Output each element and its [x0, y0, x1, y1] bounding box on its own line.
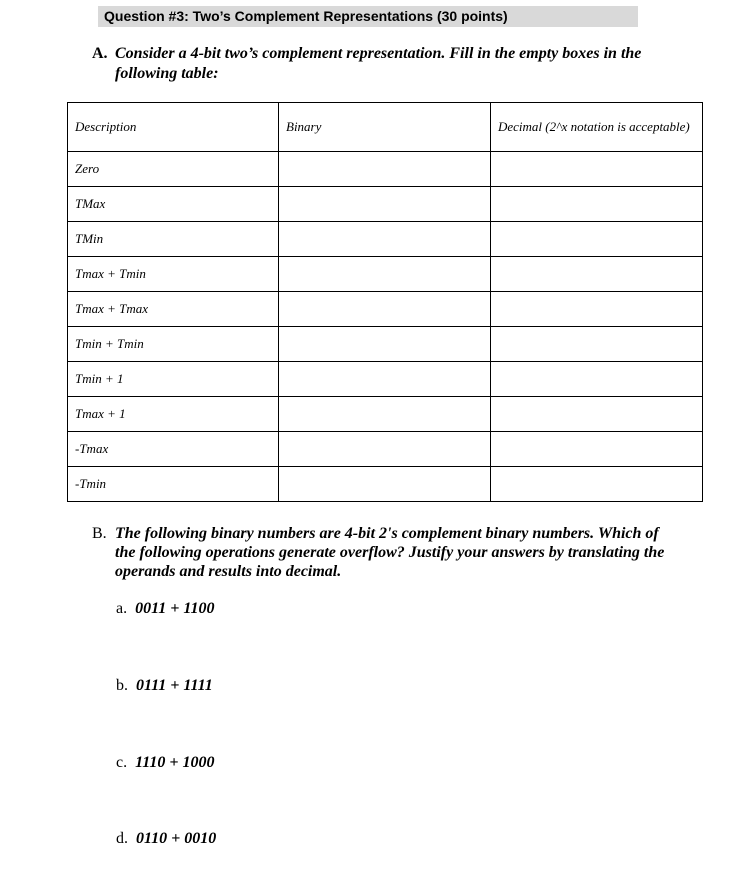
operation-b — [116, 677, 213, 695]
operation-c — [116, 754, 214, 772]
operation-expression: 1110 + 1000 — [135, 754, 215, 771]
binary-cell[interactable] — [279, 222, 491, 257]
row-description: Tmax + 1 — [68, 397, 279, 432]
binary-cell[interactable] — [279, 257, 491, 292]
binary-cell[interactable] — [279, 432, 491, 467]
part-b-text: The following binary numbers are 4-bit 2's complement binary numbers. Which of the following operations generate overflow? Justify your answers by translating the operands and results into decimal. — [115, 525, 665, 580]
table-header-row — [68, 103, 703, 152]
binary-cell[interactable] — [279, 187, 491, 222]
operation-expression: 0111 + 1111 — [136, 677, 213, 694]
decimal-cell[interactable] — [491, 292, 703, 327]
row-description: Tmax + Tmin — [68, 257, 279, 292]
operation-label: d. — [116, 830, 128, 847]
header-decimal — [491, 103, 703, 152]
decimal-cell[interactable] — [491, 362, 703, 397]
part-a-label: A. — [92, 45, 108, 62]
binary-cell[interactable] — [279, 362, 491, 397]
row-description: Zero — [68, 152, 279, 187]
part-b-label: B. — [92, 525, 107, 542]
header-decimal-label: Decimal (2^x notation is acceptable) — [498, 119, 690, 134]
table-row — [68, 187, 703, 222]
row-description: TMin — [68, 222, 279, 257]
part-a-text: Consider a 4-bit two’s complement representation. Fill in the empty boxes in the following table: — [115, 45, 642, 82]
table-row — [68, 257, 703, 292]
binary-cell[interactable] — [279, 467, 491, 502]
table-row — [68, 222, 703, 257]
table-row — [68, 432, 703, 467]
decimal-cell[interactable] — [491, 397, 703, 432]
table-row — [68, 397, 703, 432]
decimal-cell[interactable] — [491, 257, 703, 292]
decimal-cell[interactable] — [491, 152, 703, 187]
binary-cell[interactable] — [279, 327, 491, 362]
decimal-cell[interactable] — [491, 467, 703, 502]
question-title: Question #3: Two’s Complement Representations (30 points) — [98, 6, 638, 27]
decimal-cell[interactable] — [491, 327, 703, 362]
table-row — [68, 362, 703, 397]
table-row — [68, 152, 703, 187]
table-row — [68, 292, 703, 327]
binary-cell[interactable] — [279, 152, 491, 187]
operation-label: c. — [116, 754, 128, 771]
header-description: Description — [68, 103, 279, 152]
operation-label: b. — [116, 677, 128, 694]
operation-a — [116, 600, 214, 618]
header-binary: Binary — [279, 103, 491, 152]
decimal-cell[interactable] — [491, 187, 703, 222]
row-description: Tmin + 1 — [68, 362, 279, 397]
twos-complement-table — [67, 102, 703, 502]
operation-d — [116, 830, 216, 848]
binary-cell[interactable] — [279, 292, 491, 327]
row-description: -Tmax — [68, 432, 279, 467]
decimal-cell[interactable] — [491, 432, 703, 467]
row-description: -Tmin — [68, 467, 279, 502]
table-row — [68, 467, 703, 502]
decimal-cell[interactable] — [491, 222, 703, 257]
operation-label: a. — [116, 600, 128, 617]
row-description: Tmin + Tmin — [68, 327, 279, 362]
row-description: TMax — [68, 187, 279, 222]
row-description: Tmax + Tmax — [68, 292, 279, 327]
operation-expression: 0110 + 0010 — [136, 830, 217, 847]
operation-expression: 0011 + 1100 — [135, 600, 215, 617]
binary-cell[interactable] — [279, 397, 491, 432]
table-row — [68, 327, 703, 362]
